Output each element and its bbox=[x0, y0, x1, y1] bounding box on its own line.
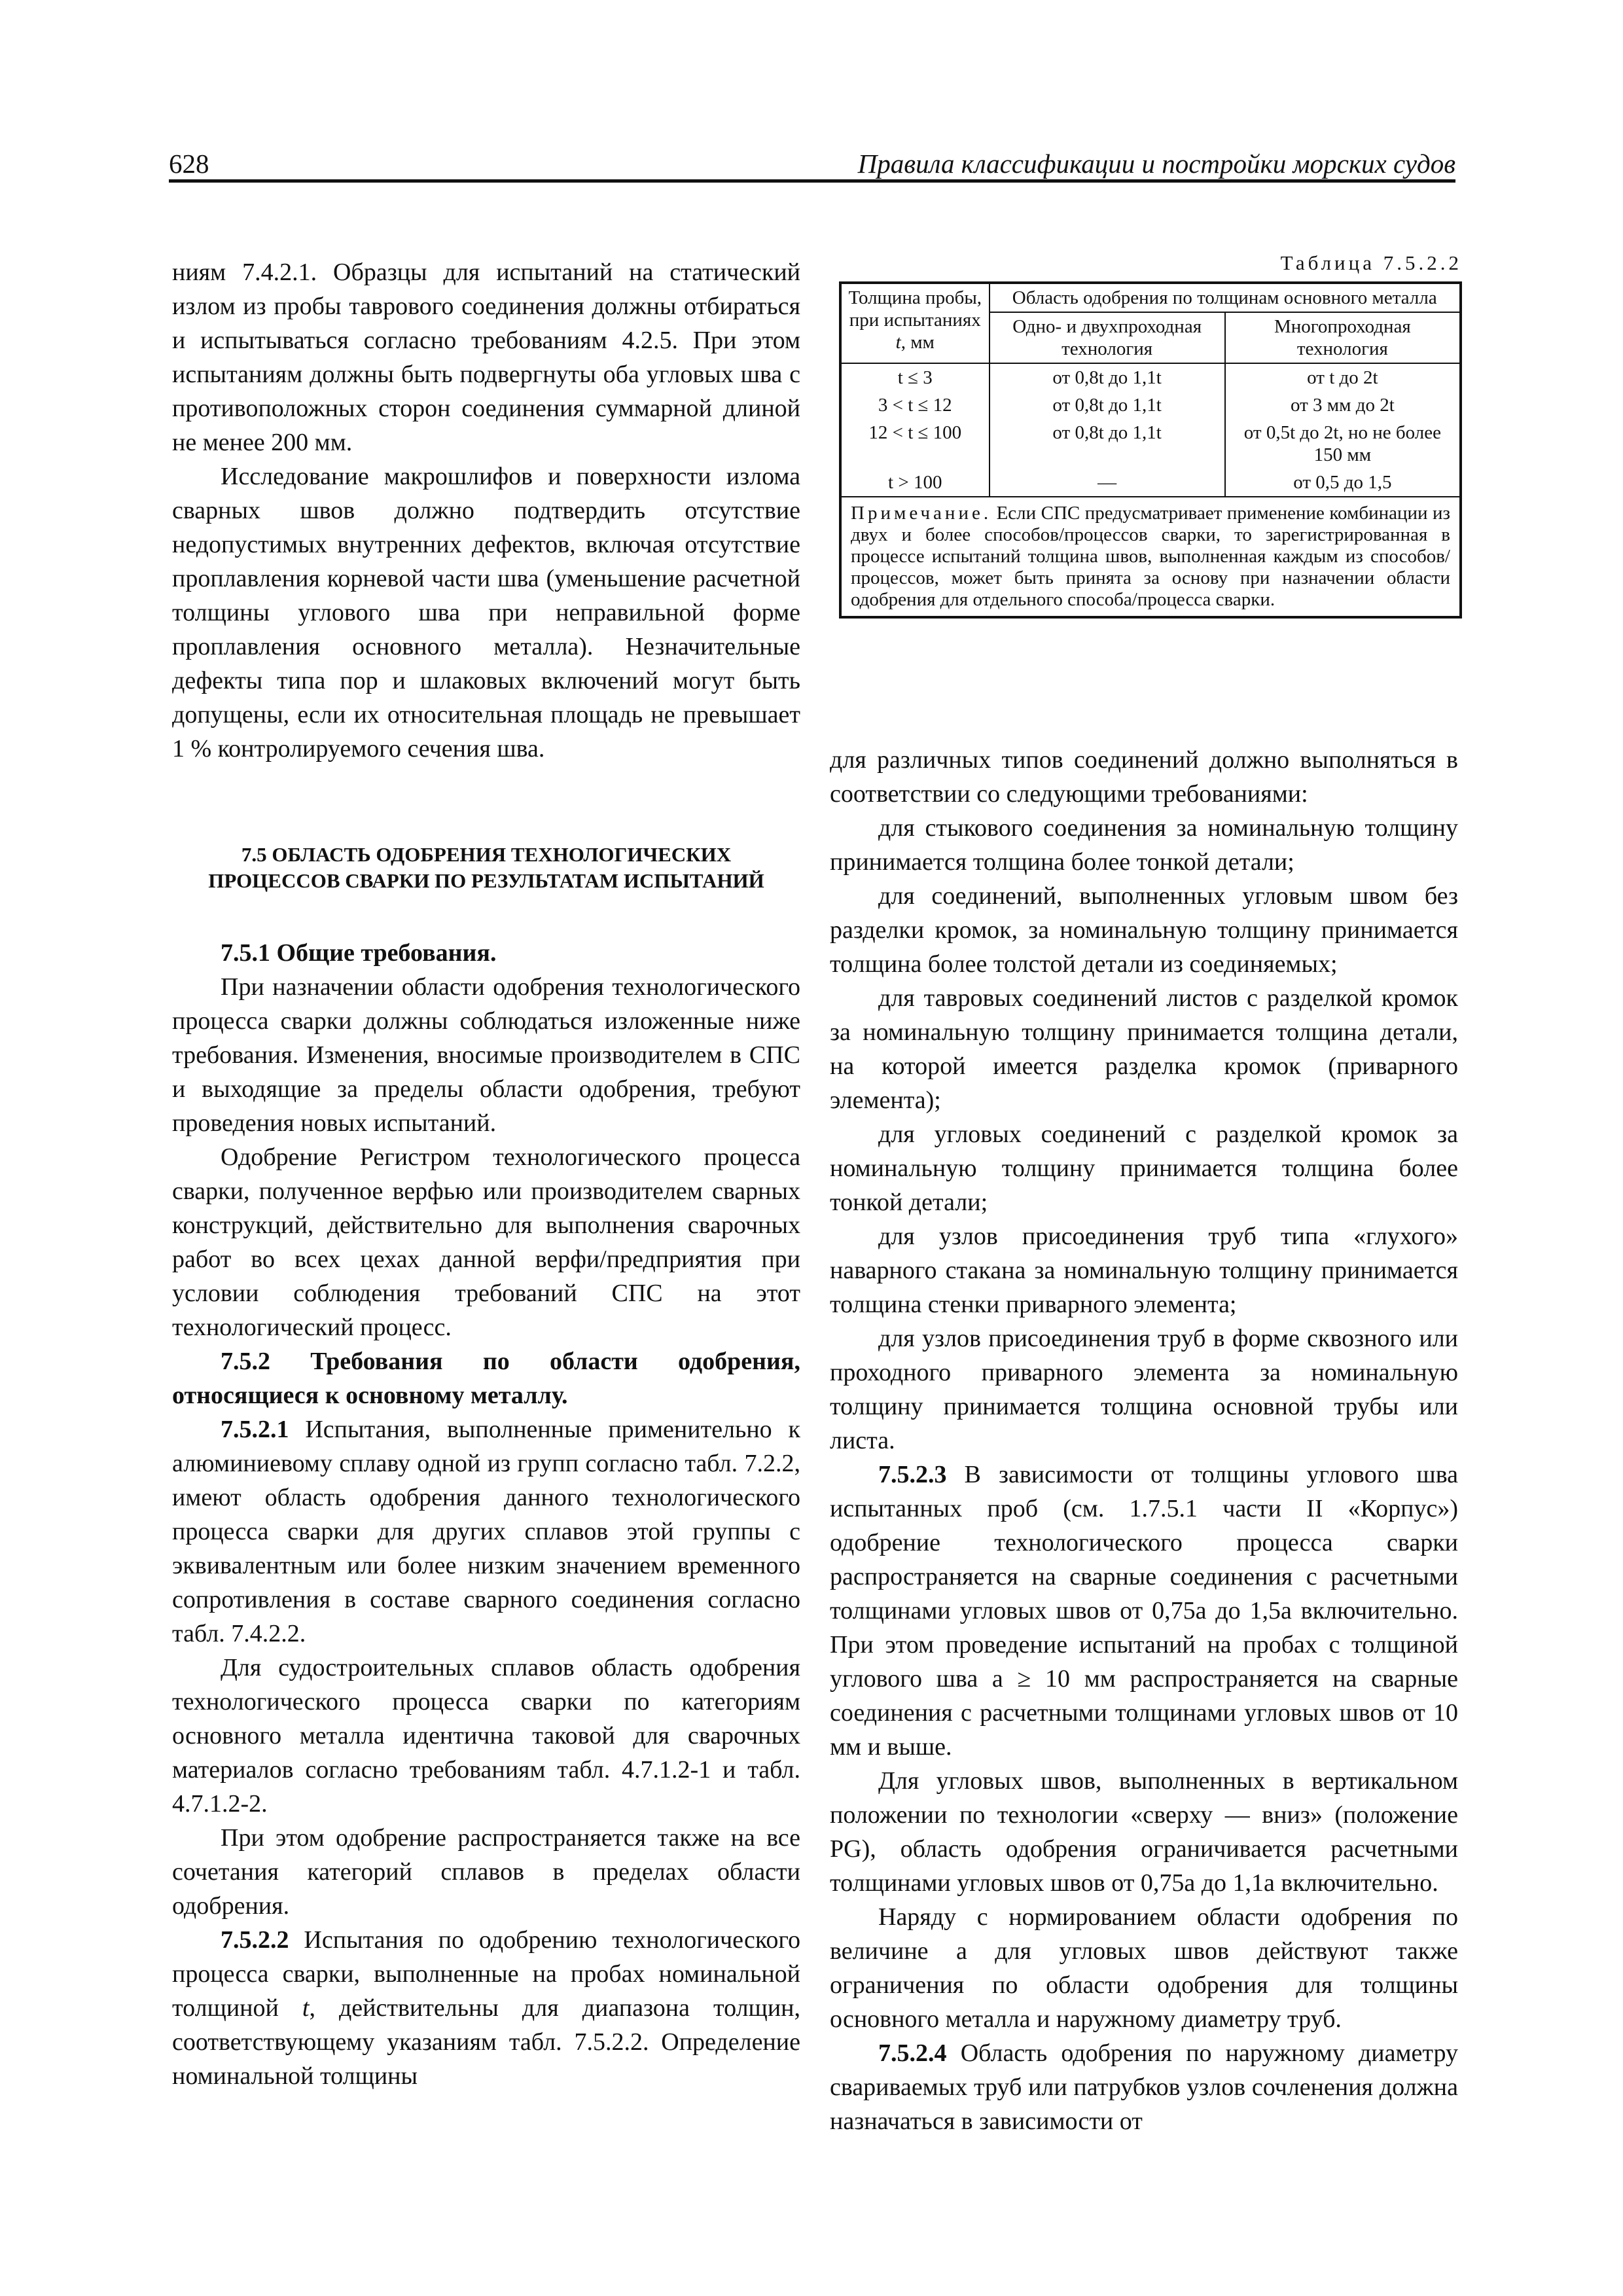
section-heading bbox=[172, 842, 800, 894]
cell-multi: от 3 мм до 2t bbox=[1225, 391, 1461, 419]
clause-number: 7.5.2.2 bbox=[221, 1926, 289, 1954]
paragraph: для угловых соединений с разделкой кромок за номинальную толщину принимается толщина более тонкой детали; bbox=[830, 1121, 1458, 1216]
paragraph: Исследование макрошлифов и поверхности излома сварных швов должно подтвердить отсутствие недопустимых внутренних дефектов, включая отсутствие проплавления корневой части шва (уменьшение расчетной толщины углового шва при неправильной форме проплавления основного металла). Незначительные дефекты типа пор и шлаковых включений могут быть допущены, если их относительная площадь не превышает 1 % контролируемого сечения шва. bbox=[172, 463, 800, 762]
paragraph: При этом одобрение распространяется также на все сочетания категорий сплавов в пределах области одобрения. bbox=[172, 1824, 800, 1920]
cell-single: от 0,8t до 1,1t bbox=[990, 419, 1225, 469]
paragraph: ниям 7.4.2.1. Образцы для испытаний на статический излом из пробы таврового соединения должны отбираться и испытываться согласно требованиям 4.2.5. При этом испытаниям должны быть подвергнуты оба угловых шва с противоположных сторон соединения суммарной длиной не менее 200 мм. bbox=[172, 259, 800, 456]
header-text: Толщина пробы, при испытаниях bbox=[848, 287, 982, 331]
paragraph: Одобрение Регистром технологического процесса сварки, полученное верфью или производителем сварных конструкций, действительно для выполнения сварочных работ во всех цехах данной верфи/предприятия при условии соблюдения требований СПС на этот технологический процесс. bbox=[172, 1143, 800, 1341]
page-header bbox=[169, 144, 1455, 181]
clause-number: 7.5.2.3 bbox=[878, 1461, 947, 1488]
paragraph bbox=[830, 1458, 1458, 1764]
subsection-heading: 7.5.2 Требования по области одобрения, относящиеся к основному металлу. bbox=[172, 1348, 800, 1409]
paragraph: для стыкового соединения за номинальную толщину принимается толщина более тонкой детали; bbox=[830, 814, 1458, 876]
subsection-heading: 7.5.1 Общие требования. bbox=[221, 939, 497, 967]
paragraph bbox=[172, 1923, 800, 2093]
clause-number: 7.5.2.1 bbox=[221, 1416, 289, 1443]
cell-single: от 0,8t до 1,1t bbox=[990, 363, 1225, 391]
note-text: Если СПС предусматривает применение комбинации из двух и более способов/процессов сварки, то зарегистрированная в процессе испытаний толщина швов, выполненная каждым из способов/процессов, может быть принята за основу при назначении области одобрения для отдельного способа/процесса сварки. bbox=[851, 503, 1450, 610]
note-label: Примечание. bbox=[851, 503, 992, 524]
cell-thickness: t ≤ 3 bbox=[840, 363, 990, 391]
page-number: 628 bbox=[169, 149, 209, 179]
clause-text: Испытания, выполненные применительно к алюминиевому сплаву одной из групп согласно табл. 7.2.2, имеют область одобрения данного технологического процесса сварки для других сплавов этой группы с эквивалентным или более низким значением временного сопротивления в составе сварного соединения согласно табл. 7.4.2.2. bbox=[172, 1416, 800, 1647]
table-row bbox=[840, 391, 1461, 419]
cell-thickness: 3 < t ≤ 12 bbox=[840, 391, 990, 419]
column-header-single: Одно- и двухпроходная технология bbox=[990, 312, 1225, 363]
cell-thickness: t > 100 bbox=[840, 469, 990, 497]
cell-thickness: 12 < t ≤ 100 bbox=[840, 419, 990, 469]
paragraph: для узлов присоединения труб типа «глухого» наварного стакана за номинальную толщину принимается толщина стенки приварного элемента; bbox=[830, 1223, 1458, 1318]
section-heading-line: ПРОЦЕССОВ СВАРКИ ПО РЕЗУЛЬТАТАМ ИСПЫТАНИЙ bbox=[208, 869, 764, 892]
column-header-multi: Многопроходная технология bbox=[1225, 312, 1461, 363]
clause-text: Испытания по одобрению технологического процесса сварки, выполненные на пробах номинальной толщиной bbox=[172, 1926, 800, 2022]
running-title: Правила классификации и постройки морских судов bbox=[857, 149, 1455, 179]
table-note bbox=[840, 497, 1461, 617]
table-row bbox=[840, 363, 1461, 391]
left-column bbox=[172, 255, 800, 2093]
clause-text: В зависимости от толщины углового шва испытанных проб (см. 1.7.5.1 части II «Корпус») одобрение технологического процесса сварки распространяется на сварные соединения с расчетными толщинами угловых швов от 0,75a до 1,5a включительно. При этом проведение испытаний на пробах с толщиной углового шва a ≥ 10 мм распространяется на сварные соединения с расчетными толщинами угловых швов от 10 мм и выше. bbox=[830, 1461, 1458, 1761]
symbol-t: t bbox=[302, 1994, 310, 2022]
cell-multi: от t до 2t bbox=[1225, 363, 1461, 391]
table-caption: Таблица 7.5.2.2 bbox=[1280, 251, 1462, 274]
header-rule bbox=[169, 179, 1455, 183]
paragraph: Для судостроительных сплавов область одобрения технологического процесса сварки по категориям основного металла идентична таковой для сварочных материалов согласно требованиям табл. 4.7.1.2-1 и табл. 4.7.1.2-2. bbox=[172, 1654, 800, 1818]
header-text: , мм bbox=[901, 332, 935, 353]
paragraph: При назначении области одобрения технологического процесса сварки должны соблюдаться изложенные ниже требования. Изменения, вносимые производителем в СПС и выходящие за пределы области одобрения, требуют проведения новых испытаний. bbox=[172, 973, 800, 1137]
header-symbol: t bbox=[895, 332, 901, 353]
paragraph: для тавровых соединений листов с разделкой кромок за номинальную толщину принимается толщина детали, на которой имеется разделка кромок (приварного элемента); bbox=[830, 984, 1458, 1114]
clause-text: Область одобрения по наружному диаметру свариваемых труб или патрубков узлов сочленения должна назначаться в зависимости от bbox=[830, 2039, 1458, 2135]
paragraph: для узлов присоединения труб в форме сквозного или проходного приварного элемента за номинальную толщину принимается толщина основной трубы или листа. bbox=[830, 1325, 1458, 1454]
paragraph: для соединений, выполненных угловым швом без разделки кромок, за номинальную толщину принимается толщина более толстой детали из соединяемых; bbox=[830, 882, 1458, 978]
cell-single: — bbox=[990, 469, 1225, 497]
paragraph bbox=[172, 1412, 800, 1651]
column-header-thickness bbox=[840, 283, 990, 363]
clause-number: 7.5.2.4 bbox=[878, 2039, 947, 2067]
paragraph: Для угловых швов, выполненных в вертикальном положении по технологии «сверху — вниз» (положение PG), область одобрения ограничивается расчетными толщинами угловых швов от 0,75a до 1,1a включительно. bbox=[830, 1767, 1458, 1897]
section-heading-line: 7.5 ОБЛАСТЬ ОДОБРЕНИЯ ТЕХНОЛОГИЧЕСКИХ bbox=[241, 843, 732, 866]
paragraph bbox=[830, 2036, 1458, 2138]
table-row bbox=[840, 419, 1461, 469]
group-header: Область одобрения по толщинам основного металла bbox=[990, 283, 1461, 312]
cell-multi: от 0,5t до 2t, но не более 150 мм bbox=[1225, 419, 1461, 469]
right-column bbox=[830, 743, 1458, 2138]
thickness-table bbox=[839, 281, 1462, 619]
clause-text: , действительны для диапазона толщин, соответствующему указаниям табл. 7.5.2.2. Определение номинальной толщины bbox=[172, 1994, 800, 2090]
table-row bbox=[840, 469, 1461, 497]
paragraph: Наряду с нормированием области одобрения по величине a для угловых швов действуют также ограничения по области одобрения для толщины основного металла и наружному диаметру труб. bbox=[830, 1903, 1458, 2033]
cell-single: от 0,8t до 1,1t bbox=[990, 391, 1225, 419]
paragraph: для различных типов соединений должно выполняться в соответствии со следующими требованиями: bbox=[830, 746, 1458, 808]
cell-multi: от 0,5 до 1,5 bbox=[1225, 469, 1461, 497]
